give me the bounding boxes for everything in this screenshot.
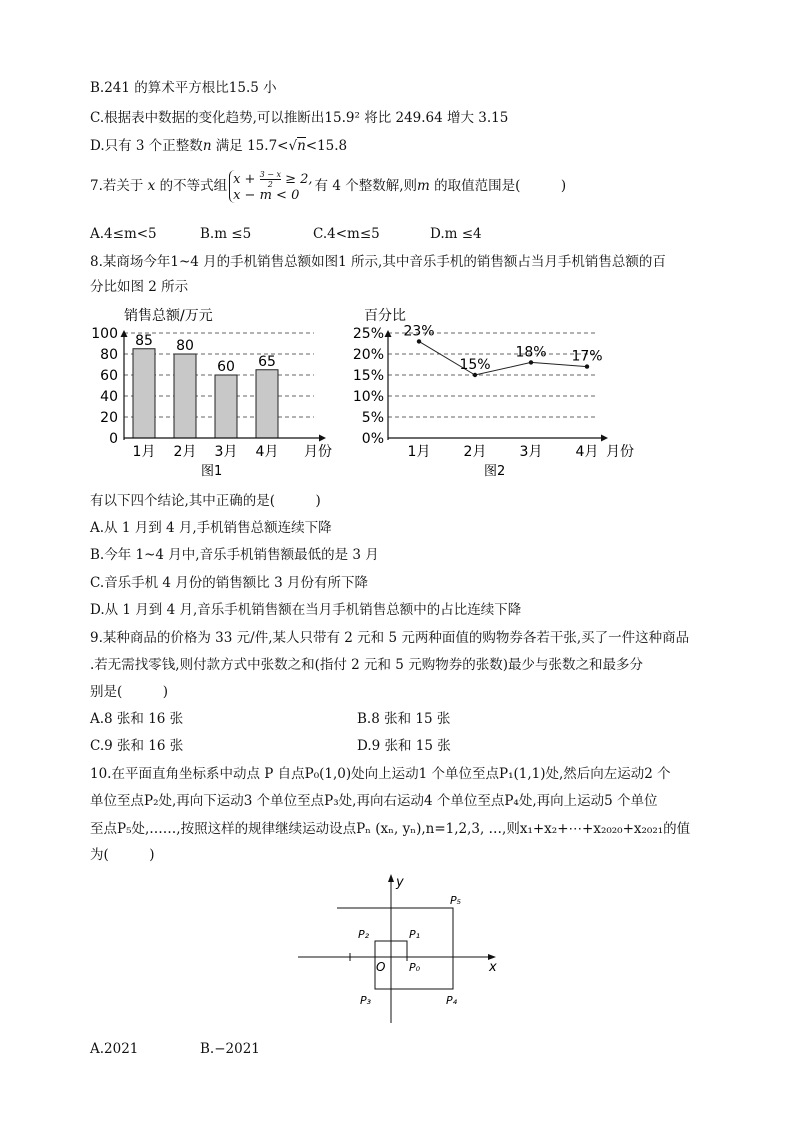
chart1-bar [215,375,237,438]
q9-stem-2: .若无需找零钱,则付款方式中张数之和(指付 2 元和 5 元购物券的张数)最少与张数之和最多分 [90,657,643,673]
chart1-bar-label: 80 [176,338,194,354]
line-chart-music-share [350,304,650,479]
chart2-xtick: 2月 [463,444,487,460]
chart2-series-line [419,341,587,375]
q9-option-c: C.9 张和 16 张 [90,738,184,754]
chart2-point-label: 17% [571,348,603,365]
bar-chart-total-sales [88,304,348,479]
chart1-bar-label: 60 [217,359,235,375]
chart1-caption: 图1 [201,464,223,479]
q6-option-d: D.只有 3 个正整数n 满足 15.7<√n<15.8 [90,138,348,154]
q8-stem-1: 8.某商场今年1~4 月的手机销售总额如图1 所示,其中音乐手机的销售额占当月手机销售总额的百 [90,254,666,270]
point-label-p4: P₄ [446,994,458,1007]
chart2-point-label: 18% [515,344,547,361]
chart1-xtick: 4月 [255,444,279,460]
chart1-title: 销售总额/万元 [124,308,213,324]
inequality-system: x + $\frac{3 - x}{2} \ge 2$, x − m < 0 [229,170,312,203]
q9-option-d: D.9 张和 15 张 [357,738,451,754]
chart2-xlabel: 月份 [606,444,634,460]
q8-option-a: A.从 1 月到 4 月,手机销售总额连续下降 [90,520,332,536]
chart2-caption: 图2 [484,464,506,479]
chart1-xtick: 1月 [132,444,156,460]
y-axis-label: y [396,875,404,890]
chart1-bar [133,349,155,438]
chart1-ytick: 60 [100,368,118,384]
q7-option-a: A.4≤m<5 [90,226,157,242]
chart2-ytick: 25% [352,326,384,342]
chart1-bar [256,370,278,438]
q10-option-a: A.2021 [90,1041,139,1057]
q6-option-b: B.241 的算术平方根比15.5 小 [90,80,277,96]
q10-stem-2: 单位至点P₂处,再向下运动3 个单位至点P₃处,再向右运动4 个单位至点P₄处,再向上运动5 个单位 [90,793,658,809]
chart1-xtick: 2月 [173,444,197,460]
chart2-ytick: 20% [352,347,384,363]
q8-option-c: C.音乐手机 4 月份的销售额比 3 月份有所下降 [90,575,368,591]
q8-option-d: D.从 1 月到 4 月,音乐手机销售额在当月手机销售总额中的占比连续下降 [90,602,522,618]
spiral-path [337,908,453,989]
x-axis-label: x [489,960,497,975]
chart1-bar [174,354,196,438]
chart2-point [473,373,477,377]
origin-label: O [376,960,386,974]
chart1-bar-label: 65 [258,353,276,370]
chart1-ytick: 100 [91,326,118,342]
chart1-ytick: 20 [100,410,118,426]
q10-stem-3: 至点P₅处,……,按照这样的规律继续运动设点Pₙ (xₙ, yₙ),n=1,2,3, …,则x₁+x₂+⋯+x₂₀₂₀+x₂₀₂₁的值 [90,821,691,837]
chart2-point-label: 15% [459,357,491,373]
chart2-point [417,339,421,343]
chart2-xtick: 3月 [519,444,543,460]
chart2-ytick: 15% [352,368,384,384]
chart2-ytick: 10% [352,389,384,405]
q10-stem-1: 10.在平面直角坐标系中动点 P 自点P₀(1,0)处向上运动1 个单位至点P₁(1,1)处,然后向左运动2 个 [90,766,671,782]
q9-stem-1: 9.某种商品的价格为 33 元/件,某人只带有 2 元和 5 元两种面值的购物券各若干张,买了一件这种商品 [90,630,690,646]
chart1-ytick: 40 [100,389,118,405]
point-label-p5: P₅ [450,894,462,907]
chart1-bar-label: 85 [135,332,153,349]
q8-ask: 有以下四个结论,其中正确的是( ) [90,493,321,509]
q7-option-c: C.4<m≤5 [313,226,380,242]
chart2-point [529,360,533,364]
point-label-p2: P₂ [358,928,370,941]
chart1-ytick: 0 [109,431,118,447]
chart2-point [585,364,589,368]
chart2-ytick: 0% [361,431,384,447]
chart2-xtick: 4月 [575,444,599,460]
chart2-xtick: 1月 [407,444,431,460]
q8-stem-2: 分比如图 2 所示 [90,279,189,295]
chart2-point-label: 23% [403,323,435,340]
chart2-title: 百分比 [364,308,406,324]
q8-option-b: B.今年 1~4 月中,音乐手机销售额最低的是 3 月 [90,547,379,563]
point-label-p3: P₃ [360,994,372,1007]
q7-stem: 7.若关于 x 的不等式组 x + $\frac{3 - x}{2} \ge 2$, x − m < 0 有 4 个整数解,则m 的取值范围是( ) [90,170,567,203]
chart2-ytick: 5% [361,410,384,426]
chart1-ytick: 80 [100,347,118,363]
chart1-xlabel: 月份 [304,444,332,460]
q10-option-b: B.−2021 [200,1041,260,1057]
chart1-xtick: 3月 [214,444,238,460]
q7-option-d: D.m ≤4 [430,226,482,242]
q9-option-b: B.8 张和 15 张 [357,711,451,727]
q9-stem-3: 别是( ) [90,684,169,700]
point-label-p1: P₁ [409,928,421,941]
q6-option-c: C.根据表中数据的变化趋势,可以推断出15.9² 将比 249.64 增大 3.15 [90,110,509,126]
point-label-p0: P₀ [409,961,421,974]
q9-option-a: A.8 张和 16 张 [90,711,184,727]
coordinate-diagram [290,868,510,1028]
q7-option-b: B.m ≤5 [200,226,252,242]
q10-stem-4: 为( ) [90,847,155,863]
